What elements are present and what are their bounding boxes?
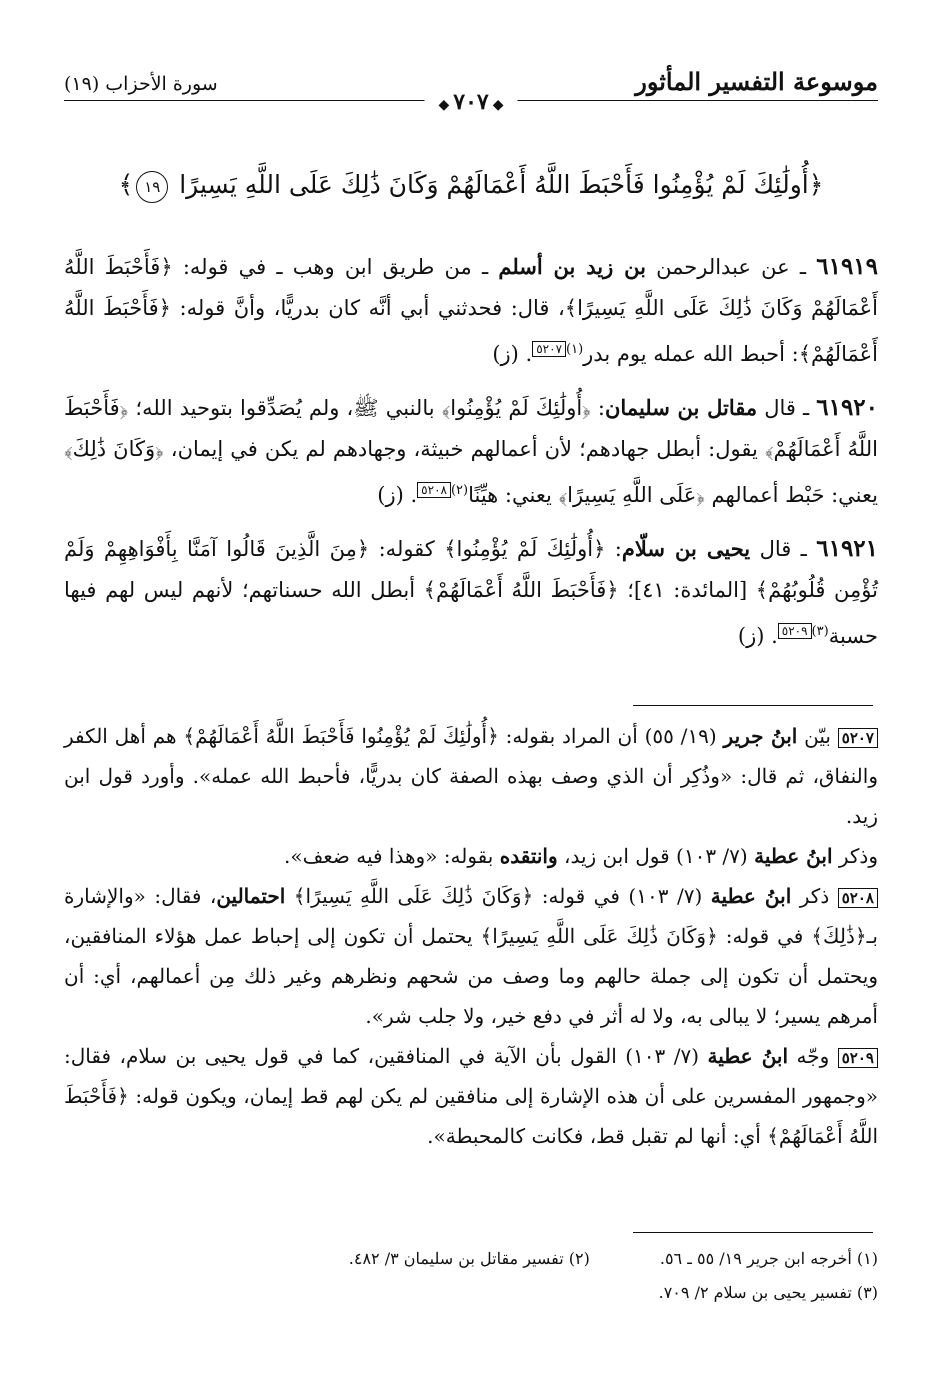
entry-number: ٦١٩٢٠	[816, 394, 879, 421]
note-reference[interactable]: ٥٢٠٨	[417, 482, 451, 498]
note-reference[interactable]: ٥٢٠٩	[778, 623, 812, 639]
note-number: ٥٢٠٩	[838, 1048, 878, 1068]
footnote-1: (١) أخرجه ابن جرير ١٩/ ٥٥ ـ ٥٦.	[659, 1249, 878, 1268]
note-lead: ذكر	[791, 884, 838, 908]
entry-pre: ـ عن عبدالرحمن	[645, 255, 817, 279]
note-lead: وجّه	[788, 1044, 838, 1068]
entry-text: : ﴿أُولَٰئِكَ لَمْ يُؤْمِنُوا﴾ بالنبي ﷺ، ولم يُصَدِّقوا بتوحيد الله؛ ﴿فَأَحْبَطَ اللَّهُ أَعْمَالَهُمْ﴾ يقول: أبطل جهادهم؛ لأن أعمالهم خبيثة، وجهادهم لم يكن في إيمان، ﴿وَكَانَ ذَٰلِكَ﴾ يعني: حَبْط أعمالهم ﴿عَلَى اللَّهِ يَسِيرًا﴾ يعني: هيِّنًا	[64, 396, 878, 507]
entry-end: . (ز)	[737, 624, 778, 648]
entry-number: ٦١٩١٩	[816, 253, 879, 280]
ornament-icon: ◆	[438, 97, 450, 113]
note-author: ابنُ عطية	[710, 884, 792, 908]
narrator-name: مقاتل بن سليمان	[605, 395, 758, 420]
entry-end: . (ز)	[377, 483, 418, 507]
entry-pre: ـ قال	[757, 396, 817, 420]
footnote-marker[interactable]: (٣)	[811, 624, 829, 639]
commentary-note	[64, 1036, 878, 1156]
footnote-marker[interactable]: (١)	[566, 342, 584, 357]
note-text: (٧/ ١٠٣) في قوله: ﴿وَكَانَ ذَٰلِكَ عَلَى اللَّهِ يَسِيرًا﴾	[285, 884, 711, 908]
verse-text: ﴿أُولَٰئِكَ لَمْ يُؤْمِنُوا فَأَحْبَطَ اللَّهُ أَعْمَالَهُمْ وَكَانَ ذَٰلِكَ عَلَى اللَّهِ يَسِيرًا	[179, 170, 824, 199]
verse-close: ﴾	[118, 170, 134, 199]
footnotes	[64, 1242, 878, 1310]
note-text-continued: بقوله: «وهذا فيه ضعف».	[283, 844, 500, 868]
note-lead: بيّن	[797, 724, 838, 748]
ayah-number-badge: ١٩	[136, 171, 168, 203]
note-text-continued: ، فقال: «والإشارة بـ﴿ذَٰلِكَ﴾ في قوله: ﴿وَكَانَ ذَٰلِكَ عَلَى اللَّهِ يَسِيرًا﴾ يحتمل أن تكون إلى إحباط عمل هؤلاء المنافقين، ويحتمل أن تكون إلى جملة حالهم وما وصف من شحهم ونظرهم وغير ذلك مِن أعمالهم، أي: أن أمرهم يسير؛ لا يبالى به، ولا له أثر في دفع خير، ولا جلب شر».	[64, 884, 878, 1028]
commentary-note	[64, 836, 878, 876]
commentary-note	[64, 716, 878, 836]
narration-entry	[64, 387, 878, 516]
entry-pre: ـ قال	[750, 537, 817, 561]
note-text: (٧/ ١٠٣) قول ابن زيد،	[557, 844, 755, 868]
ornament-icon: ◆	[492, 97, 504, 113]
note-author: ابنُ جرير	[723, 724, 798, 748]
entry-number: ٦١٩٢١	[816, 535, 879, 562]
footnote-marker[interactable]: (٢)	[450, 483, 469, 498]
commentary-note	[64, 876, 878, 1036]
footnote-row	[64, 1242, 878, 1276]
footnotes-divider	[633, 1232, 873, 1233]
note-number: ٥٢٠٧	[838, 728, 878, 748]
note-author: ابنُ عطية	[707, 1044, 789, 1068]
footnote-3: (٣) تفسير يحيى بن سلام ٢/ ٧٠٩.	[658, 1283, 878, 1302]
note-text: (١٩/ ٥٥) أن المراد بقوله: ﴿أُولَٰئِكَ لَمْ يُؤْمِنُوا فَأَحْبَطَ اللَّهُ أَعْمَالَهُمْ﴾ هم أهل الكفر والنفاق، ثم قال: «وذُكِر أن الذي وصف بهذه الصفة كان بدريًّا، فأحبط الله عمله». وأورد قول ابن زيد.	[64, 724, 878, 828]
note-text: (٧/ ١٠٣) القول بأن الآية في المنافقين، كما في قول يحيى بن سلام، فقال: «وجمهور المفسرين على أن هذه الإشارة إلى منافقين لم يكن لهم قط إيمان، ويكون قوله: ﴿فَأَحْبَطَ اللَّهُ أَعْمَالَهُمْ﴾ أي: أنها لم تقبل قط، فكانت كالمحبطة».	[64, 1044, 878, 1148]
narrator-name: يحيى بن سلّام	[621, 536, 751, 561]
book-title: موسوعة التفسير المأثور	[635, 67, 878, 96]
commentary-notes	[64, 716, 878, 1156]
entry-text: ـ من طريق ابن وهب ـ في قوله: ﴿فَأَحْبَطَ اللَّهُ أَعْمَالَهُمْ وَكَانَ ذَٰلِكَ عَلَى اللَّهِ يَسِيرًا﴾، قال: فحدثني أبي أنَّه كان بدريًّا، وأنَّ قوله: ﴿فَأَحْبَطَ اللَّهُ أَعْمَالَهُمْ﴾: أحبط الله عمله يوم بدر	[64, 255, 878, 366]
notes-divider	[633, 705, 873, 706]
narrator-name: بن زيد بن أسلم	[498, 254, 646, 279]
narration-entry	[64, 528, 878, 657]
surah-title: سورة الأحزاب (١٩)	[64, 73, 218, 95]
verse-heading	[64, 165, 878, 205]
footnote-2: (٢) تفسير مقاتل بن سليمان ٣/ ٤٨٢.	[348, 1249, 590, 1268]
page-number-value: ٧٠٧	[453, 89, 489, 115]
note-author: ابنُ عطية	[754, 844, 833, 868]
page-header	[64, 66, 878, 115]
note-emphasis: احتمالين	[216, 884, 286, 908]
entry-end: . (ز)	[492, 342, 533, 366]
note-reference[interactable]: ٥٢٠٧	[532, 341, 566, 357]
note-number: ٥٢٠٨	[838, 888, 878, 908]
narrations	[64, 246, 878, 669]
note-lead: وذكر	[832, 844, 878, 868]
footnote-row	[64, 1276, 878, 1310]
entry-text: : ﴿أُولَٰئِكَ لَمْ يُؤْمِنُوا﴾ كقوله: ﴿مِنَ الَّذِينَ قَالُوا آمَنَّا بِأَفْوَاهِهِمْ وَلَمْ تُؤْمِن قُلُوبُهُمْ﴾ [المائدة: ٤١]؛ ﴿فَأَحْبَطَ اللَّهُ أَعْمَالَهُمْ﴾ أبطل الله حسناتهم؛ لأنهم ليس لهم فيها حسبة	[64, 537, 878, 648]
narration-entry	[64, 246, 878, 375]
note-emphasis: وانتقده	[499, 844, 558, 868]
page-number	[424, 88, 517, 119]
